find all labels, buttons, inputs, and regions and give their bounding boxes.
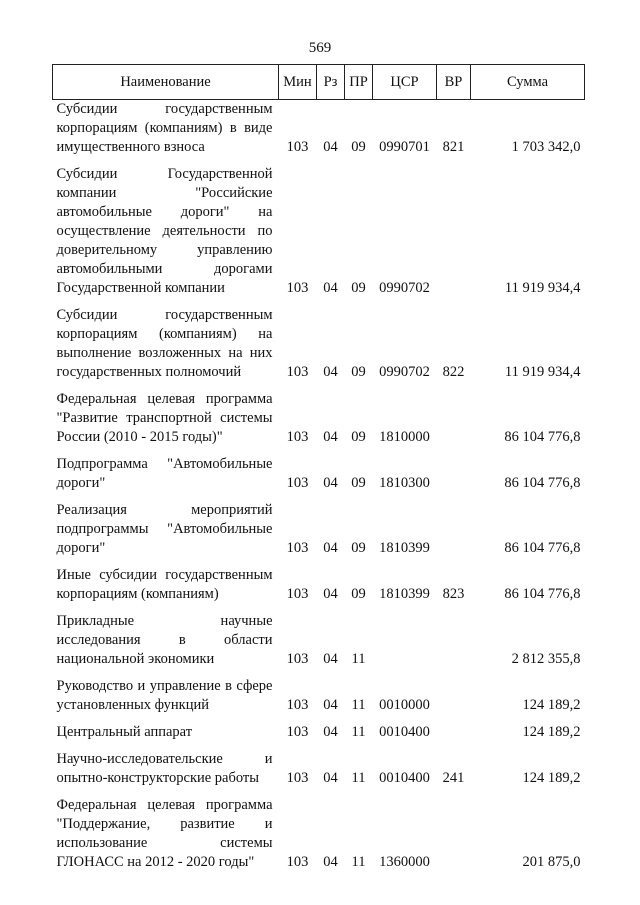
row-vr [437, 497, 471, 562]
row-name [53, 386, 279, 451]
table-row [53, 792, 585, 876]
row-csr [373, 608, 437, 673]
row-pr: 09 [351, 429, 366, 445]
row-rz: 04 [323, 540, 338, 556]
table-row [53, 451, 585, 497]
row-name [53, 497, 279, 562]
row-name [53, 608, 279, 673]
table-row [53, 673, 585, 719]
row-sum: 11 919 934,4 [504, 280, 581, 296]
row-pr: 11 [351, 724, 366, 740]
row-name [53, 673, 279, 719]
row-vr: 241 [442, 770, 465, 786]
row-csr: 0010400 [379, 724, 430, 740]
row-min: 103 [286, 280, 309, 296]
row-name-text: Иные субсидии государственным корпорациям (компаниям) [56, 567, 273, 602]
row-vr [437, 792, 471, 876]
row-rz: 04 [323, 475, 338, 491]
row-csr: 1360000 [379, 854, 430, 870]
row-csr: 0990702 [379, 364, 430, 380]
header-name: Наименование [53, 65, 279, 100]
row-vr [437, 451, 471, 497]
row-min: 103 [286, 770, 309, 786]
row-name-text: Руководство и управление в сфере установленных функций [56, 678, 273, 713]
row-pr: 11 [351, 770, 366, 786]
row-pr: 09 [351, 280, 366, 296]
row-vr [437, 161, 471, 302]
row-name-text: Субсидии государственным корпорациям (компаниям) в виде имущественного взноса [56, 101, 273, 155]
row-csr: 1810399 [379, 586, 430, 602]
table-row [53, 497, 585, 562]
row-vr [437, 719, 471, 746]
row-sum: 201 875,0 [522, 854, 581, 870]
row-pr: 11 [351, 854, 366, 870]
row-min: 103 [286, 724, 309, 740]
row-name-text: Научно-исследовательские и опытно-конструкторские работы [56, 751, 273, 786]
header-csr: ЦСР [373, 65, 437, 100]
row-rz: 04 [323, 280, 338, 296]
row-sum: 124 189,2 [522, 697, 581, 713]
table-row [53, 100, 585, 162]
row-csr: 0010000 [379, 697, 430, 713]
row-pr: 09 [351, 475, 366, 491]
row-rz: 04 [323, 429, 338, 445]
header-vr: ВР [437, 65, 471, 100]
table-body [53, 100, 585, 877]
row-csr: 0990701 [379, 139, 430, 155]
row-sum: 124 189,2 [522, 770, 581, 786]
table-row [53, 386, 585, 451]
row-name [53, 746, 279, 792]
row-name-text: Центральный аппарат [56, 724, 193, 740]
row-name-text: Федеральная целевая программа "Развитие транспортной системы России (2010 - 2015 годы)" [56, 391, 273, 445]
table-row [53, 161, 585, 302]
row-min: 103 [286, 697, 309, 713]
row-sum: 1 703 342,0 [511, 139, 581, 155]
row-name [53, 451, 279, 497]
row-min: 103 [286, 651, 309, 667]
row-csr: 1810300 [379, 475, 430, 491]
row-pr: 11 [351, 651, 366, 667]
row-name-text: Подпрограмма "Автомобильные дороги" [56, 456, 273, 491]
row-rz: 04 [323, 724, 338, 740]
row-name [53, 562, 279, 608]
row-name [53, 792, 279, 876]
row-name-text: Прикладные научные исследования в области национальной экономики [56, 613, 273, 667]
row-vr: 823 [442, 586, 465, 602]
row-name-text: Реализация мероприятий подпрограммы "Автомобильные дороги" [56, 502, 273, 556]
header-sum: Сумма [471, 65, 585, 100]
row-name [53, 161, 279, 302]
row-min: 103 [286, 429, 309, 445]
header-pr: ПР [345, 65, 373, 100]
row-rz: 04 [323, 586, 338, 602]
row-vr: 821 [442, 139, 465, 155]
row-name-text: Федеральная целевая программа "Поддержание, развитие и использование системы ГЛОНАСС на 2012 - 2020 годы" [56, 797, 273, 870]
row-vr [437, 386, 471, 451]
table-row [53, 302, 585, 386]
row-min: 103 [286, 586, 309, 602]
row-rz: 04 [323, 364, 338, 380]
row-pr: 11 [351, 697, 366, 713]
row-vr: 822 [442, 364, 465, 380]
row-pr: 09 [351, 139, 366, 155]
header-rz: Рз [317, 65, 345, 100]
row-sum: 86 104 776,8 [504, 429, 581, 445]
table-row [53, 746, 585, 792]
row-name [53, 719, 279, 746]
row-sum: 86 104 776,8 [504, 540, 581, 556]
row-sum: 11 919 934,4 [504, 364, 581, 380]
row-min: 103 [286, 139, 309, 155]
row-min: 103 [286, 475, 309, 491]
row-sum: 86 104 776,8 [504, 475, 581, 491]
row-min: 103 [286, 854, 309, 870]
row-csr: 1810399 [379, 540, 430, 556]
row-pr: 09 [351, 364, 366, 380]
row-min: 103 [286, 364, 309, 380]
row-name [53, 302, 279, 386]
row-rz: 04 [323, 854, 338, 870]
row-rz: 04 [323, 651, 338, 667]
row-csr: 0990702 [379, 280, 430, 296]
row-pr: 09 [351, 540, 366, 556]
row-rz: 04 [323, 139, 338, 155]
row-csr: 0010400 [379, 770, 430, 786]
row-min: 103 [286, 540, 309, 556]
header-min: Мин [279, 65, 317, 100]
row-rz: 04 [323, 697, 338, 713]
row-csr: 1810000 [379, 429, 430, 445]
row-rz: 04 [323, 770, 338, 786]
row-name-text: Субсидии государственным корпорациям (компаниям) на выполнение возложенных на них государственных полномочий [56, 307, 273, 380]
table-row [53, 608, 585, 673]
row-name-text: Субсидии Государственной компании "Российские автомобильные дороги" на осуществление деятельности по доверительному управлению автомобильными дорогами Государственной компании [56, 166, 273, 296]
row-vr [437, 608, 471, 673]
table-header [53, 65, 585, 100]
row-pr: 09 [351, 586, 366, 602]
row-name [53, 100, 279, 162]
row-sum: 124 189,2 [522, 724, 581, 740]
table-row [53, 562, 585, 608]
table-row [53, 719, 585, 746]
row-sum: 86 104 776,8 [504, 586, 581, 602]
row-vr [437, 673, 471, 719]
row-sum: 2 812 355,8 [511, 651, 581, 667]
page-number: 569 [308, 40, 332, 56]
budget-table [52, 64, 585, 876]
